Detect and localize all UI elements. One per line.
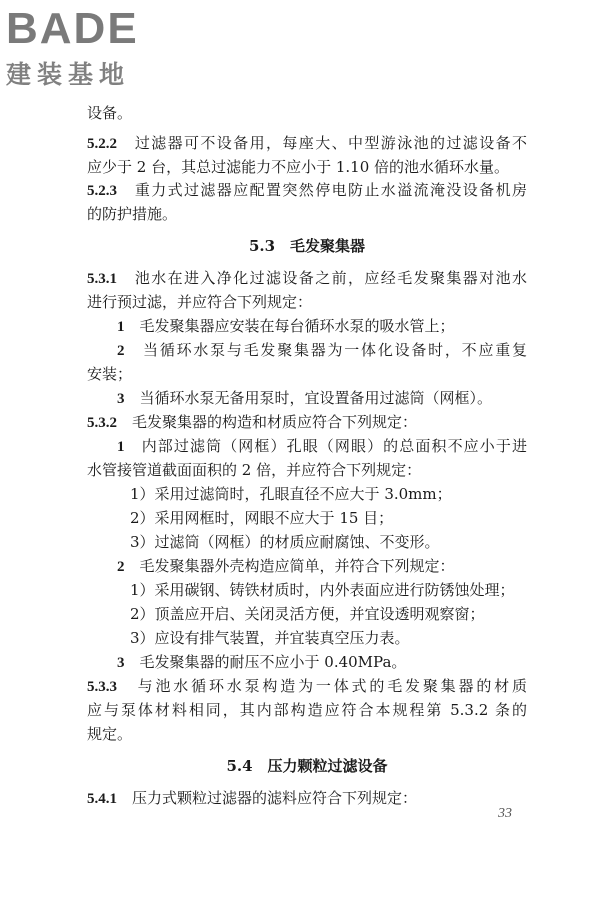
body-line: 规定。 bbox=[87, 725, 133, 743]
item: 3 毛发聚集器的耐压不应小于 0.40MPa。 bbox=[117, 653, 407, 671]
clause-number: 5.2.3 bbox=[87, 183, 117, 199]
body-line: 进行预过滤，并应符合下列规定： bbox=[87, 293, 313, 311]
logo-wordmark: BADE bbox=[6, 4, 139, 53]
clause-5-3-2: 5.3.2 毛发聚集器的构造和材质应符合下列规定： bbox=[87, 413, 418, 431]
clause-number: 5.4.1 bbox=[87, 791, 117, 807]
body-line: 设备。 bbox=[87, 104, 133, 122]
body-line: 水管接管道截面面积的 2 倍，并应符合下列规定： bbox=[87, 461, 422, 479]
section-heading-5-3: 5.3 毛发聚集器 bbox=[248, 237, 366, 255]
sub-item: 1）采用过滤筒时，孔眼直径不应大于 3.0mm； bbox=[130, 485, 452, 503]
clause-number: 5.3.2 bbox=[87, 415, 117, 431]
sub-item: 2）顶盖应开启、关闭灵活方便，并宜设透明观察窗； bbox=[130, 605, 485, 623]
page-number: 33 bbox=[498, 806, 512, 821]
sub-item: 2）采用网框时，网眼不应大于 15 目； bbox=[130, 509, 394, 527]
item: 2 当循环水泵与毛发聚集器为一体化设备时，不应重复 bbox=[117, 341, 527, 359]
clause-5-3-1: 5.3.1 池水在进入净化过滤设备之前，应经毛发聚集器对池水 bbox=[87, 269, 527, 287]
body-line: 应少于 2 台，其总过滤能力不应小于 1.10 倍的池水循环水量。 bbox=[87, 158, 510, 176]
clause-number: 5.3.1 bbox=[87, 271, 117, 287]
item: 1 毛发聚集器应安装在每台循环水泵的吸水管上； bbox=[117, 317, 455, 335]
item: 1 内部过滤筒（网框）孔眼（网眼）的总面积不应小于进 bbox=[117, 437, 527, 455]
sub-item: 3）应设有排气装置，并宜装真空压力表。 bbox=[130, 629, 410, 647]
body-line: 的防护措施。 bbox=[87, 205, 178, 223]
clause-5-3-3: 5.3.3 与池水循环水泵构造为一体式的毛发聚集器的材质 bbox=[87, 677, 527, 695]
item: 3 当循环水泵无备用泵时，宜设置备用过滤筒（网框）。 bbox=[117, 389, 493, 407]
clause-number: 5.3.3 bbox=[87, 679, 117, 695]
section-heading-5-4: 5.4 压力颗粒过滤设备 bbox=[226, 757, 388, 775]
logo bbox=[6, 4, 176, 96]
body-line: 安装； bbox=[87, 365, 133, 383]
logo-subtitle: 建装基地 bbox=[6, 60, 131, 89]
sub-item: 3）过滤筒（网框）的材质应耐腐蚀、不变形。 bbox=[130, 533, 440, 551]
clause-5-4-1: 5.4.1 压力式颗粒过滤器的滤料应符合下列规定： bbox=[87, 789, 418, 807]
clause-5-2-3: 5.2.3 重力式过滤器应配置突然停电防止水溢流淹没设备机房 bbox=[87, 181, 527, 199]
clause-5-2-2: 5.2.2 过滤器可不设备用，每座大、中型游泳池的过滤设备不 bbox=[87, 134, 527, 152]
item: 2 毛发聚集器外壳构造应简单，并符合下列规定： bbox=[117, 557, 455, 575]
sub-item: 1）采用碳钢、铸铁材质时，内外表面应进行防锈蚀处理； bbox=[130, 581, 515, 599]
body-line: 应与泵体材料相同，其内部构造应符合本规程第 5.3.2 条的 bbox=[87, 701, 527, 719]
clause-number: 5.2.2 bbox=[87, 136, 117, 152]
